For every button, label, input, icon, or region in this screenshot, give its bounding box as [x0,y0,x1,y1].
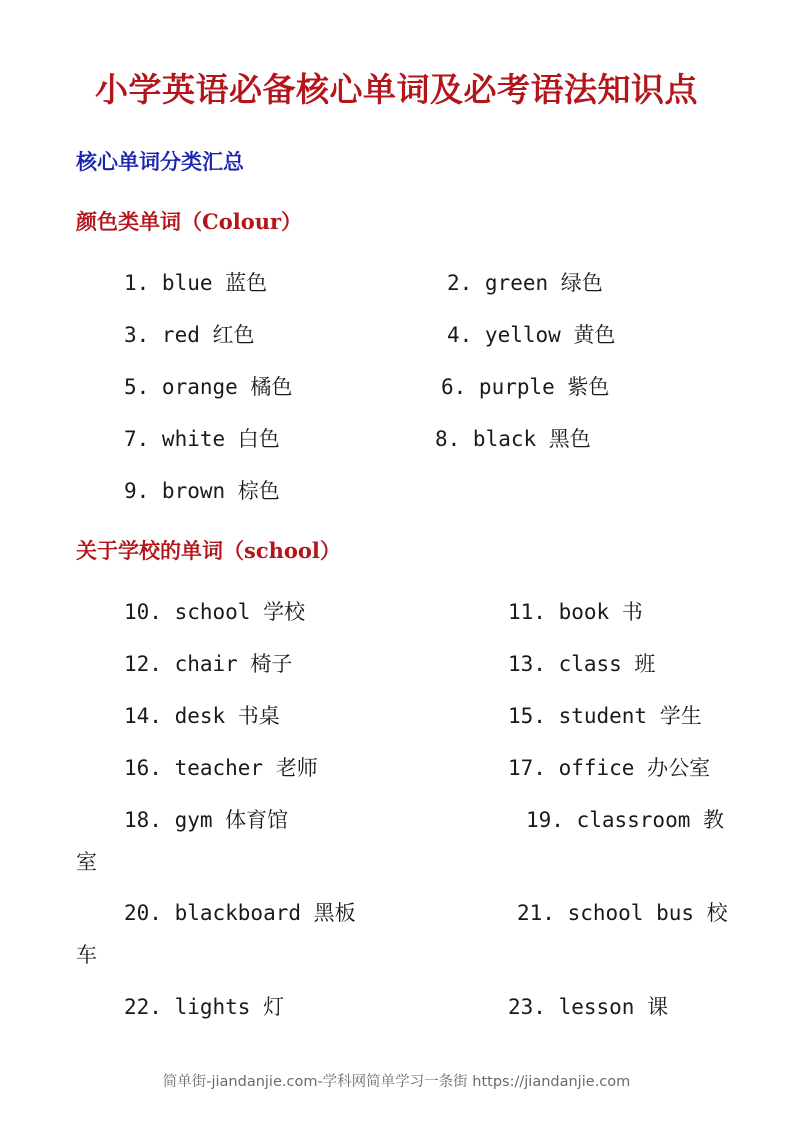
colour-item-8: 8. black 黑色 [435,427,591,451]
section-heading: 核心单词分类汇总 [76,149,244,174]
colour-item-1: 1. blue 蓝色 [124,271,268,295]
school-item-11: 11. book 书 [508,600,643,624]
colour-item-3: 3. red 红色 [124,323,255,347]
colour-item-5: 5. orange 橘色 [124,375,293,399]
colour-item-2: 2. green 绿色 [447,271,603,295]
page-footer: 简单街-jiandanjie.com-学科网简单学习一条街 https://jiandanjie.com [162,1074,631,1090]
school-item-21-wrap: 车 [76,943,97,967]
school-item-23: 23. lesson 课 [508,995,669,1019]
school-item-17: 17. office 办公室 [508,756,711,780]
school-item-19-wrap: 室 [76,850,97,874]
school-item-16: 16. teacher 老师 [124,756,318,780]
school-item-15: 15. student 学生 [508,704,702,728]
colour-heading: 颜色类单词（Colour） [76,209,303,234]
colour-item-9: 9. brown 棕色 [124,479,280,503]
school-item-22: 22. lights 灯 [124,995,285,1019]
school-item-18: 18. gym 体育馆 [124,808,289,832]
school-heading: 关于学校的单词（school） [76,538,341,563]
document-title: 小学英语必备核心单词及必考语法知识点 [95,70,698,109]
school-item-19: 19. classroom 教 [526,808,725,832]
colour-item-7: 7. white 白色 [124,427,280,451]
colour-item-4: 4. yellow 黄色 [447,323,616,347]
school-item-12: 12. chair 椅子 [124,652,293,676]
school-item-20: 20. blackboard 黑板 [124,901,356,925]
colour-item-6: 6. purple 紫色 [441,375,610,399]
school-item-21: 21. school bus 校 [517,901,728,925]
school-item-10: 10. school 学校 [124,600,306,624]
school-item-13: 13. class 班 [508,652,656,676]
school-item-14: 14. desk 书桌 [124,704,280,728]
